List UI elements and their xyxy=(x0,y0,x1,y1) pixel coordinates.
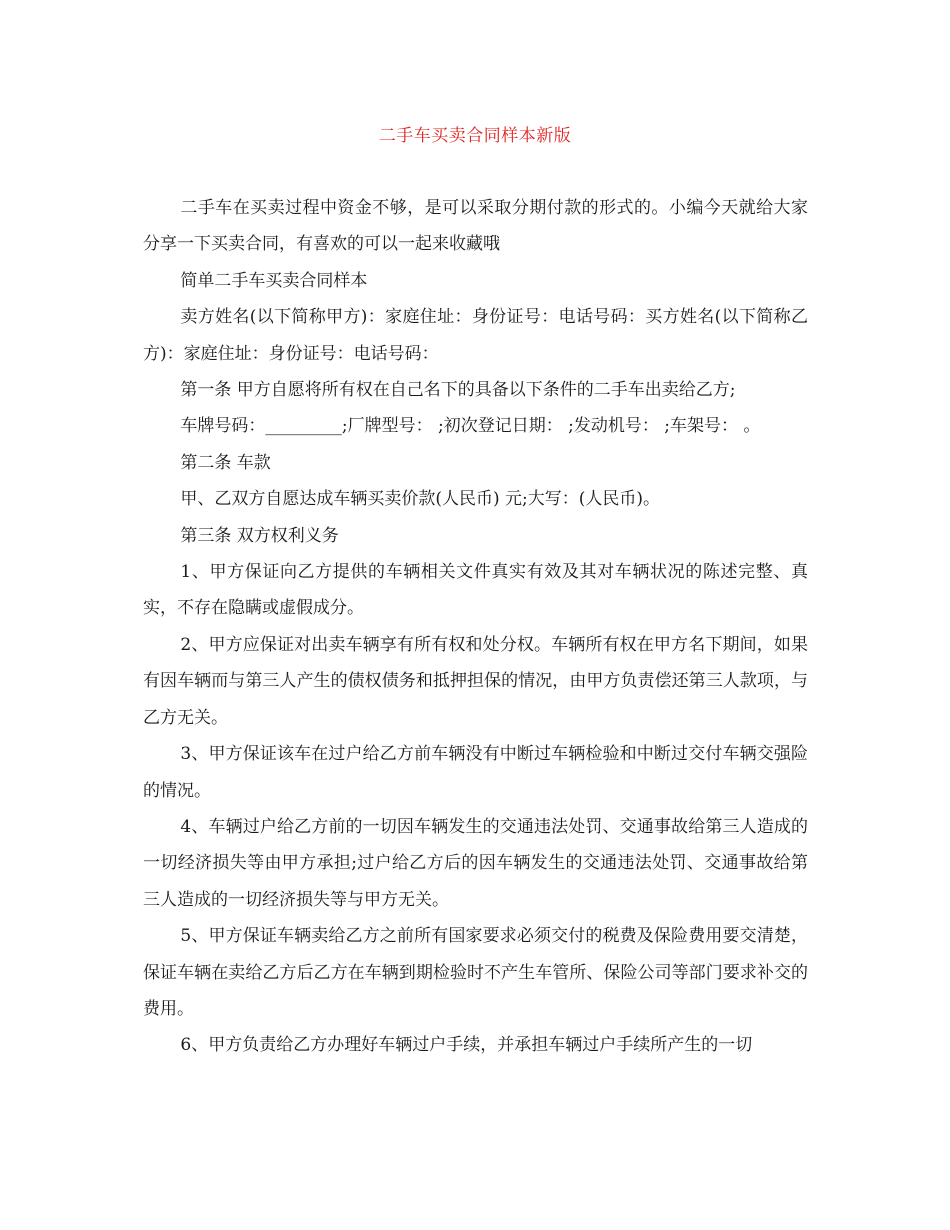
price-paragraph: 甲、乙双方自愿达成车辆买卖价款(人民币) 元;大写：(人民币)。 xyxy=(180,489,661,510)
article-3-heading: 第三条 双方权利义务 xyxy=(180,525,339,546)
article-1-heading: 第一条 甲方自愿将所有权在自己名下的具备以下条件的二手车出卖给乙方; xyxy=(180,380,736,401)
clause-5: 5、甲方保证车辆卖给乙方之前所有国家要求必须交付的税费及保险费用要交清楚，保证车辆在卖给乙方后乙方在车辆到期检验时不产生车管所、保险公司等部门要求补交的费用。 xyxy=(143,926,808,1019)
intro-paragraph: 二手车在买卖过程中资金不够，是可以采取分期付款的形式的。小编今天就给大家分享一下买卖合同，有喜欢的可以一起来收藏哦 xyxy=(143,198,808,255)
clause-6: 6、甲方负责给乙方办理好车辆过户手续，并承担车辆过户手续所产生的一切 xyxy=(180,1035,753,1056)
parties-paragraph: 卖方姓名(以下简称甲方)：家庭住址：身份证号：电话号码：买方姓名(以下简称乙方)：家庭住址：身份证号：电话号码： xyxy=(143,307,808,364)
clause-3: 3、甲方保证该车在过户给乙方前车辆没有中断过车辆检验和中断过交付车辆交强险的情况。 xyxy=(143,744,808,801)
clause-4: 4、车辆过户给乙方前的一切因车辆发生的交通违法处罚、交通事故给第三人造成的一切经济损失等由甲方承担;过户给乙方后的因车辆发生的交通违法处罚、交通事故给第三人造成的一切经济损失等与甲方无关。 xyxy=(143,816,808,910)
document-body xyxy=(143,190,808,1064)
document-title: 二手车买卖合同样本新版 xyxy=(378,126,572,146)
clause-1: 1、甲方保证向乙方提供的车辆相关文件真实有效及其对车辆状况的陈述完整、真实，不存在隐瞒或虚假成分。 xyxy=(143,562,808,619)
clause-2: 2、甲方应保证对出卖车辆享有所有权和处分权。车辆所有权在甲方名下期间，如果有因车辆而与第三人产生的债权债务和抵押担保的情况，由甲方负责偿还第三人款项，与乙方无关。 xyxy=(143,634,808,728)
vehicle-info-paragraph: 车牌号码：_________;厂牌型号： ;初次登记日期： ;发动机号： ;车架号： 。 xyxy=(180,416,761,437)
article-2-heading: 第二条 车款 xyxy=(180,452,271,473)
section-heading: 简单二手车买卖合同样本 xyxy=(180,270,368,291)
